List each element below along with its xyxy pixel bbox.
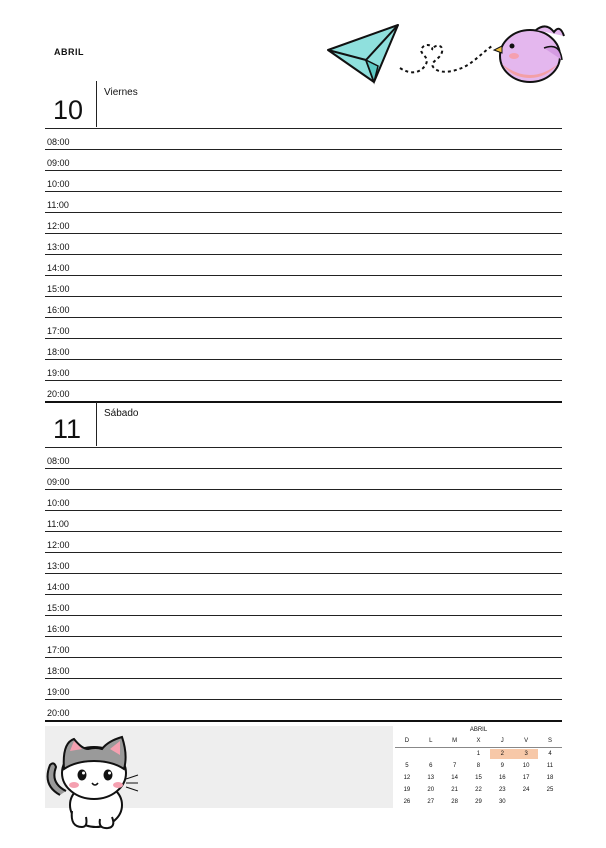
mini-calendar-week xyxy=(395,748,562,760)
slot-time: 10:00 xyxy=(47,498,70,508)
time-slot[interactable] xyxy=(45,469,562,490)
calendar-day[interactable]: 4 xyxy=(548,751,552,757)
slot-time: 18:00 xyxy=(47,347,70,357)
day-header xyxy=(45,402,562,448)
day-block-1 xyxy=(45,81,562,403)
time-slot[interactable] xyxy=(45,171,562,192)
time-slot[interactable] xyxy=(45,490,562,511)
calendar-day[interactable]: 25 xyxy=(546,787,554,793)
calendar-day[interactable]: 19 xyxy=(403,787,411,793)
calendar-day[interactable]: 5 xyxy=(405,763,409,769)
weekday-label: X xyxy=(476,738,481,744)
slot-time: 13:00 xyxy=(47,242,70,252)
calendar-day[interactable]: 14 xyxy=(451,775,458,781)
slot-time: 19:00 xyxy=(47,687,70,697)
slot-time: 14:00 xyxy=(47,263,70,273)
day-name: Viernes xyxy=(104,87,138,98)
time-slot[interactable] xyxy=(45,700,562,722)
bird-icon xyxy=(494,26,564,82)
calendar-day[interactable]: 8 xyxy=(476,763,481,769)
time-slot[interactable] xyxy=(45,318,562,339)
calendar-day[interactable]: 24 xyxy=(522,787,530,793)
slot-time: 13:00 xyxy=(47,561,70,571)
calendar-day[interactable]: 15 xyxy=(475,775,482,781)
slot-time: 16:00 xyxy=(47,624,70,634)
slot-time: 09:00 xyxy=(47,158,70,168)
paper-plane-icon xyxy=(328,25,398,82)
day-header xyxy=(45,81,562,129)
weekday-label: S xyxy=(547,738,552,744)
time-slot[interactable] xyxy=(45,255,562,276)
day-block-2 xyxy=(45,402,562,722)
calendar-day[interactable]: 10 xyxy=(522,763,530,769)
time-slot[interactable] xyxy=(45,448,562,469)
day-name: Sábado xyxy=(104,408,139,419)
slot-time: 12:00 xyxy=(47,540,70,550)
time-slot[interactable] xyxy=(45,339,562,360)
time-slot[interactable] xyxy=(45,658,562,679)
heart-trail-icon xyxy=(400,45,492,72)
day-number: 10 xyxy=(53,95,84,125)
calendar-day[interactable]: 18 xyxy=(546,775,554,781)
weekday-label: V xyxy=(524,738,529,744)
time-slot[interactable] xyxy=(45,574,562,595)
calendar-day[interactable]: 22 xyxy=(475,787,482,793)
slot-time: 14:00 xyxy=(47,582,70,592)
mini-calendar-weekdays xyxy=(395,735,562,748)
mini-calendar-week xyxy=(395,796,562,808)
mini-calendar-week xyxy=(395,772,562,784)
time-slot[interactable] xyxy=(45,679,562,700)
slot-time: 11:00 xyxy=(47,519,69,529)
calendar-day[interactable]: 29 xyxy=(475,799,482,805)
calendar-day[interactable]: 20 xyxy=(427,787,435,793)
paper-plane-bird-decoration xyxy=(322,20,572,90)
slot-time: 10:00 xyxy=(47,179,70,189)
time-slot[interactable] xyxy=(45,595,562,616)
calendar-day[interactable]: 26 xyxy=(403,799,411,805)
slot-time: 19:00 xyxy=(47,368,70,378)
mini-calendar-week xyxy=(395,760,562,772)
slot-time: 17:00 xyxy=(47,326,70,336)
time-slot[interactable] xyxy=(45,276,562,297)
time-slot[interactable] xyxy=(45,553,562,574)
calendar-day[interactable]: 9 xyxy=(500,763,504,769)
mini-calendar xyxy=(395,726,562,808)
time-slot[interactable] xyxy=(45,213,562,234)
calendar-day-highlighted[interactable]: 3 xyxy=(514,749,538,759)
day-divider xyxy=(96,81,97,127)
time-slot[interactable] xyxy=(45,511,562,532)
slot-time: 18:00 xyxy=(47,666,70,676)
slot-time: 17:00 xyxy=(47,645,70,655)
slot-time: 08:00 xyxy=(47,137,70,147)
cat-icon xyxy=(40,735,140,830)
time-slot[interactable] xyxy=(45,616,562,637)
calendar-day[interactable]: 11 xyxy=(546,763,554,769)
slot-time: 09:00 xyxy=(47,477,70,487)
slot-time: 15:00 xyxy=(47,603,70,613)
slot-time: 20:00 xyxy=(47,389,70,399)
calendar-day[interactable]: 21 xyxy=(451,787,458,793)
mini-calendar-title: ABRIL xyxy=(469,727,488,733)
time-slot[interactable] xyxy=(45,129,562,150)
calendar-day[interactable]: 13 xyxy=(427,775,435,781)
weekday-label: L xyxy=(429,738,433,744)
slot-time: 15:00 xyxy=(47,284,70,294)
slot-time: 12:00 xyxy=(47,221,70,231)
calendar-day[interactable]: 7 xyxy=(452,763,457,769)
calendar-day[interactable]: 27 xyxy=(427,799,435,805)
time-slot[interactable] xyxy=(45,297,562,318)
time-slot[interactable] xyxy=(45,234,562,255)
time-slot[interactable] xyxy=(45,381,562,403)
time-slot[interactable] xyxy=(45,360,562,381)
calendar-day[interactable]: 30 xyxy=(498,799,506,805)
slot-time: 16:00 xyxy=(47,305,70,315)
weekday-label: M xyxy=(452,738,458,744)
weekday-label: J xyxy=(500,738,504,744)
day-number: 11 xyxy=(53,414,82,444)
slot-time: 08:00 xyxy=(47,456,70,466)
calendar-day[interactable]: 1 xyxy=(476,751,481,757)
calendar-day[interactable]: 23 xyxy=(498,787,506,793)
time-slot[interactable] xyxy=(45,150,562,171)
slot-time: 20:00 xyxy=(47,708,70,718)
calendar-day[interactable]: 12 xyxy=(403,775,411,781)
slot-time: 11:00 xyxy=(47,200,69,210)
time-slot[interactable] xyxy=(45,637,562,658)
calendar-day[interactable]: 16 xyxy=(498,775,506,781)
calendar-day-highlighted[interactable]: 2 xyxy=(490,749,514,759)
month-label: ABRIL xyxy=(54,47,84,57)
weekday-label: D xyxy=(404,738,410,744)
day-divider xyxy=(96,402,97,446)
time-slot[interactable] xyxy=(45,532,562,553)
time-slot[interactable] xyxy=(45,192,562,213)
calendar-day[interactable]: 28 xyxy=(451,799,458,805)
mini-calendar-week xyxy=(395,784,562,796)
calendar-day[interactable]: 17 xyxy=(522,775,530,781)
calendar-day[interactable]: 6 xyxy=(429,763,433,769)
